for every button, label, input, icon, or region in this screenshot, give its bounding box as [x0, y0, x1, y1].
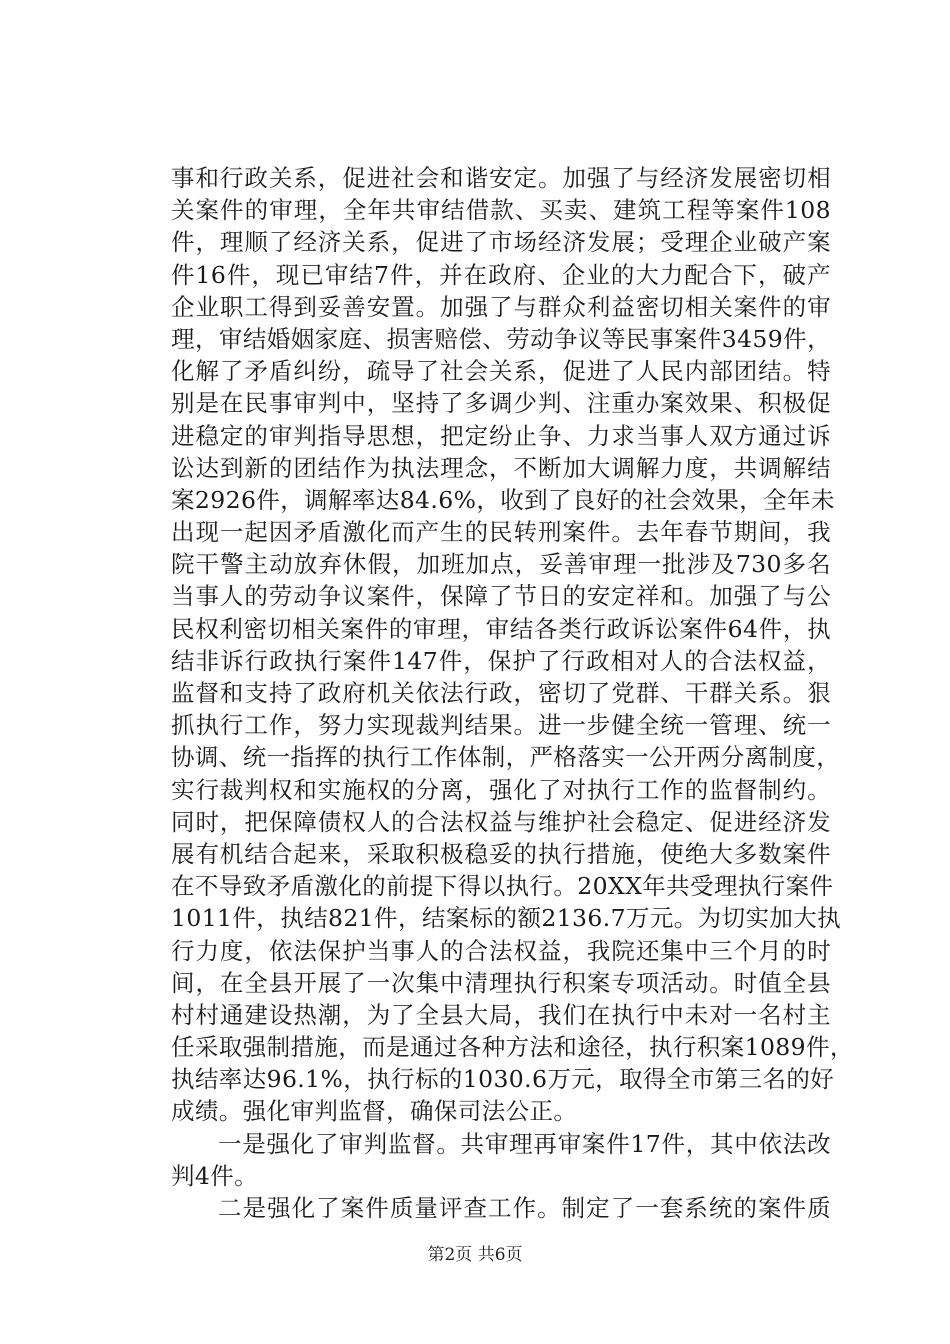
text-line: 化解了矛盾纠纷，疏导了社会关系，促进了人民内部团结。特 — [171, 357, 831, 386]
text-line: 执结率达96.1%，执行标的1030.6万元，取得全市第三名的好 — [171, 1065, 835, 1094]
text-line: 别是在民事审判中，坚持了多调少判、注重办案效果、积极促 — [171, 389, 831, 418]
text-line: 任采取强制措施，而是通过各种方法和途径，执行积案1089件， — [171, 1033, 854, 1062]
text-line: 案2926件，调解率达84.6%，收到了良好的社会效果，全年未 — [171, 485, 835, 514]
text-line: 抓执行工作，努力实现裁判结果。进一步健全统一管理、统一 — [171, 711, 831, 740]
page-number-footer: 第2页 共6页 — [427, 1245, 523, 1265]
text-line: 行力度，依法保护当事人的合法权益，我院还集中三个月的时 — [171, 936, 831, 965]
text-line: 同时，把保障债权人的合法权益与维护社会稳定、促进经济发 — [171, 807, 831, 836]
text-line: 件16件，现已审结7件，并在政府、企业的大力配合下，破产 — [171, 260, 831, 289]
text-line: 件，理顺了经济关系，促进了市场经济发展；受理企业破产案 — [171, 228, 831, 257]
document-body — [171, 162, 854, 1224]
text-line: 结非诉行政执行案件147件，保护了行政相对人的合法权益， — [171, 646, 831, 675]
paragraph-first-line: 二是强化了案件质量评查工作。制定了一套系统的案件质 — [218, 1194, 831, 1222]
text-line: 村村通建设热潮，为了全县大局，我们在执行中未对一名村主 — [171, 1000, 831, 1029]
text-line: 展有机结合起来，采取积极稳妥的执行措施，使绝大多数案件 — [171, 839, 831, 868]
text-line: 判4件。 — [171, 1161, 259, 1190]
text-line: 间，在全县开展了一次集中清理执行积案专项活动。时值全县 — [171, 968, 831, 997]
text-line: 实行裁判权和实施权的分离，强化了对执行工作的监督制约。 — [171, 775, 831, 804]
text-line: 理，审结婚姻家庭、损害赔偿、劳动争议等民事案件3459件， — [171, 324, 831, 353]
text-line: 进稳定的审判指导思想，把定纷止争、力求当事人双方通过诉 — [171, 421, 831, 450]
text-line: 讼达到新的团结作为执法理念，不断加大调解力度，共调解结 — [171, 453, 831, 482]
text-line: 监督和支持了政府机关依法行政，密切了党群、干群关系。狠 — [171, 679, 831, 707]
text-line: 当事人的劳动争议案件，保障了节日的安定祥和。加强了与公 — [171, 582, 831, 611]
text-line: 事和行政关系，促进社会和谐安定。加强了与经济发展密切相 — [171, 164, 831, 192]
text-line: 在不导致矛盾激化的前提下得以执行。20XX年共受理执行案件 — [171, 872, 834, 901]
paragraph-first-line: 一是强化了审判监督。共审理再审案件17件，其中依法改 — [218, 1129, 831, 1158]
text-line: 1011件，执结821件，结案标的额2136.7万元。为切实加大执 — [171, 904, 842, 933]
text-line: 关案件的审理，全年共审结借款、买卖、建筑工程等案件108 — [171, 196, 831, 225]
text-line: 协调、统一指挥的执行工作体制，严格落实一公开两分离制度， — [171, 743, 841, 772]
text-line: 民权利密切相关案件的审理，审结各类行政诉讼案件64件，执 — [171, 614, 831, 643]
text-line: 成绩。强化审判监督，确保司法公正。 — [171, 1097, 578, 1126]
text-line: 出现一起因矛盾激化而产生的民转刑案件。去年春节期间，我 — [171, 518, 831, 547]
text-line: 院干警主动放弃休假，加班加点，妥善审理一批涉及730多名 — [171, 550, 831, 579]
text-line: 企业职工得到妥善安置。加强了与群众利益密切相关案件的审 — [171, 292, 831, 321]
